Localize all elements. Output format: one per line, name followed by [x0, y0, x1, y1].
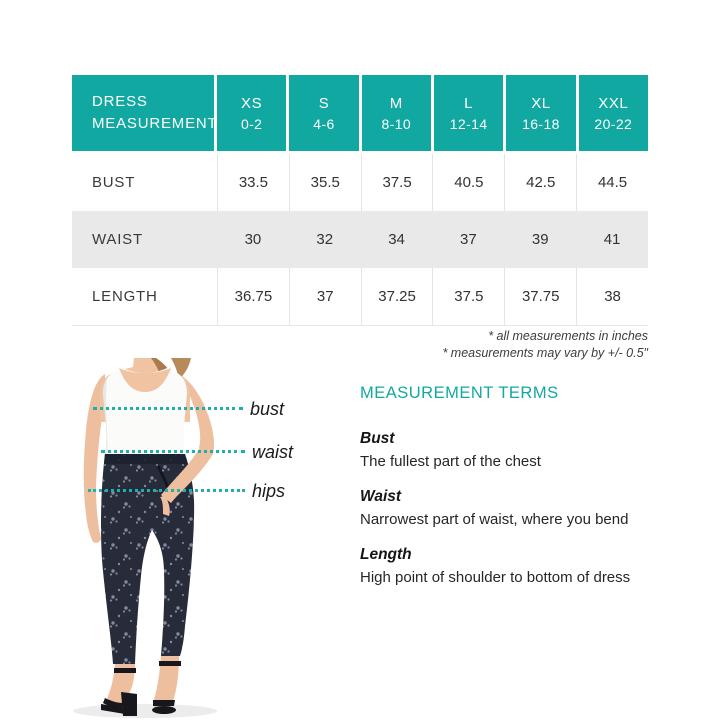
table-row-waist: [72, 211, 648, 268]
header-cell-size-xs: [217, 75, 286, 151]
table-cell: 34: [388, 231, 405, 248]
row-label: LENGTH: [92, 288, 158, 305]
table-cell: 33.5: [217, 154, 289, 211]
term-item-bust: [360, 430, 660, 471]
table-cell: 37: [289, 268, 361, 325]
size-table-body: [72, 154, 648, 326]
size-range: 0-2: [240, 115, 263, 132]
table-cell: 37: [460, 231, 477, 248]
hips-dotted-line: [88, 489, 245, 492]
waist-label: waist: [252, 442, 294, 462]
table-row-bust: [72, 154, 648, 211]
header-cell-dress-measurement: DRESS MEASUREMENT: [72, 75, 214, 151]
size-name: L: [464, 94, 474, 112]
table-cell: 37.75: [504, 268, 576, 325]
waist-dotted-line: [101, 450, 245, 453]
table-cell: 37.5: [361, 154, 433, 211]
size-name: XL: [531, 94, 551, 112]
term-item-waist: [360, 488, 660, 529]
header-cell-size-xxl: [579, 75, 648, 151]
size-name: XS: [241, 94, 263, 112]
model-figure-illustration: [55, 358, 235, 720]
table-cell: 32: [316, 231, 334, 248]
row-label: BUST: [92, 174, 136, 191]
header-cell-size-m: [362, 75, 431, 151]
term-name: Waist: [360, 488, 402, 505]
size-range: 20-22: [594, 115, 633, 132]
table-cell: 30: [244, 231, 262, 248]
hips-label: hips: [252, 481, 286, 501]
header-cell-size-xl: [506, 75, 575, 151]
table-cell: 40.5: [432, 154, 504, 211]
bust-label: bust: [250, 399, 285, 419]
table-cell: 41: [603, 231, 621, 248]
table-cell: 42.5: [504, 154, 576, 211]
table-cell: 36.75: [217, 268, 289, 325]
footnotes: [442, 328, 648, 362]
size-range: 4-6: [313, 115, 335, 132]
model-photo: [55, 358, 235, 720]
term-item-length: [360, 546, 660, 587]
table-cell: 44.5: [576, 154, 648, 211]
size-table-header: [72, 75, 648, 151]
term-definition: High point of shoulder to bottom of dress: [360, 569, 631, 586]
size-range: 8-10: [381, 115, 412, 132]
size-range: 16-18: [522, 115, 560, 132]
size-range: 12-14: [449, 115, 488, 132]
header-cell-size-l: [434, 75, 503, 151]
table-cell: 38: [576, 268, 648, 325]
term-name: Bust: [360, 430, 395, 447]
size-name: XXL: [598, 94, 629, 112]
term-definition: The fullest part of the chest: [360, 453, 541, 470]
size-table: [72, 75, 648, 326]
size-name: M: [389, 94, 403, 112]
table-cell: 37.25: [361, 268, 433, 325]
term-definition: Narrowest part of waist, where you bend: [360, 511, 629, 528]
footnote-inches: * all measurements in inches: [488, 329, 648, 343]
bust-dotted-line: [93, 407, 243, 410]
table-cell: 39: [531, 231, 549, 248]
table-row-length: [72, 268, 648, 325]
measurement-terms-title: MEASUREMENT TERMS: [360, 384, 559, 402]
floor-shadow: [73, 704, 217, 718]
size-name: S: [318, 94, 330, 112]
measurement-terms-section: [360, 384, 660, 604]
table-cell: 37.5: [432, 268, 504, 325]
row-label: WAIST: [92, 231, 143, 248]
header-cell-size-s: [289, 75, 358, 151]
term-name: Length: [360, 546, 412, 563]
footnote-variance: * measurements may vary by +/- 0.5": [442, 346, 648, 360]
table-cell: 35.5: [289, 154, 361, 211]
